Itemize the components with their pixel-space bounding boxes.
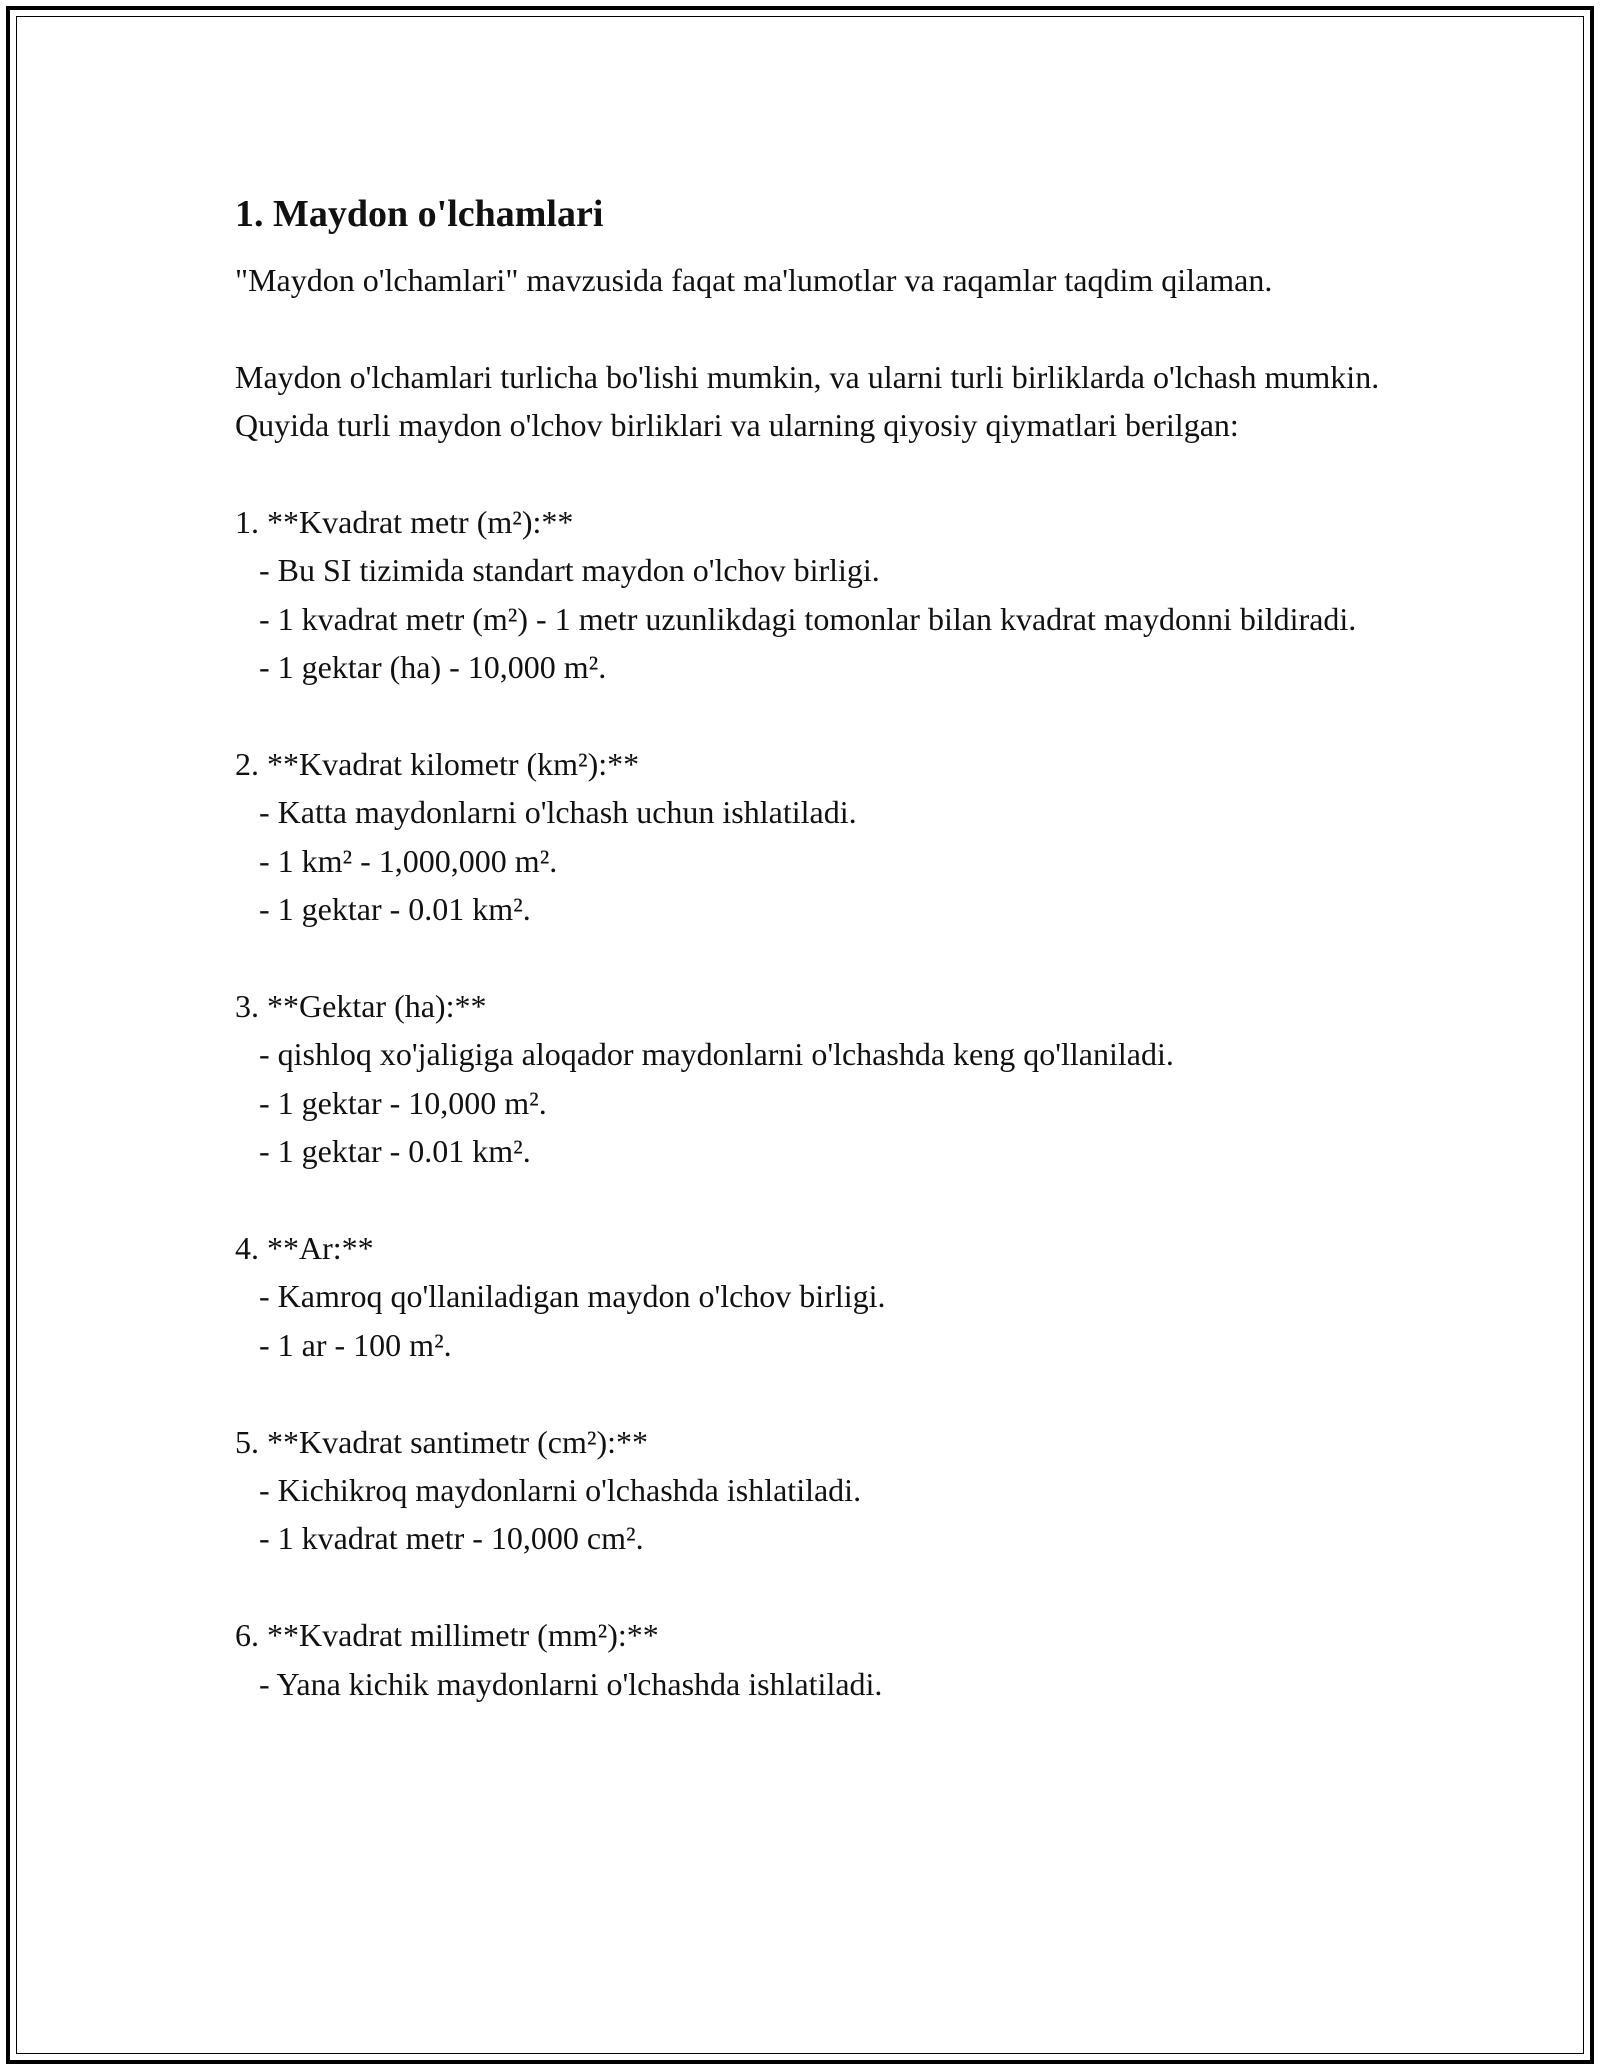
description-paragraph: Maydon o'lchamlari turlicha bo'lishi mumkin, va ularni turli birliklarda o'lchash mumkin. Quyida turli maydon o'lchov birliklari va ularning qiyosiy qiymatlari berilgan: (235, 358, 1388, 444)
section-gap (235, 1176, 1415, 1224)
section-item: - 1 gektar (ha) - 10,000 m². (235, 649, 607, 686)
section-heading: 4. **Ar:** (235, 1230, 374, 1267)
section-square-meter (235, 498, 1415, 692)
section-heading: 5. **Kvadrat santimetr (cm²):** (235, 1423, 649, 1460)
section-item: - 1 kvadrat metr (m²) - 1 metr uzunlikdagi tomonlar bilan kvadrat maydonni bildiradi. (235, 600, 1357, 637)
section-ar (235, 1224, 1415, 1369)
section-item: - 1 km² - 1,000,000 m². (235, 842, 558, 879)
section-item: - Kichikroq maydonlarni o'lchashda ishlatiladi. (235, 1472, 862, 1509)
section-gap (235, 934, 1415, 982)
section-item: - 1 ar - 100 m². (235, 1326, 452, 1363)
section-item: - Katta maydonlarni o'lchash uchun ishlatiladi. (235, 794, 857, 831)
section-item: - 1 gektar - 0.01 km². (235, 891, 531, 928)
section-heading: 3. **Gektar (ha):** (235, 988, 487, 1025)
section-item: - 1 kvadrat metr - 10,000 cm². (235, 1520, 644, 1557)
paragraph-gap (235, 304, 1415, 352)
section-gap (235, 1563, 1415, 1611)
intro-paragraph: "Maydon o'lchamlari" mavzusida faqat ma'lumotlar va raqamlar taqdim qilaman. (235, 262, 1273, 298)
section-gap (235, 1369, 1415, 1417)
section-item: - Kamroq qo'llaniladigan maydon o'lchov birligi. (235, 1278, 886, 1315)
section-square-millimeter (235, 1611, 1415, 1708)
section-heading: 2. **Kvadrat kilometr (km²):** (235, 746, 640, 783)
section-heading: 6. **Kvadrat millimetr (mm²):** (235, 1617, 659, 1654)
section-item: - 1 gektar - 10,000 m². (235, 1084, 547, 1121)
section-heading: 1. **Kvadrat metr (m²):** (235, 504, 574, 540)
section-square-kilometer (235, 740, 1415, 934)
document-body (235, 186, 1415, 1708)
section-gap (235, 692, 1415, 740)
document-title: 1. Maydon o'lchamlari (235, 193, 604, 235)
section-item: - qishloq xo'jaligiga aloqador maydonlarni o'lchashda keng qo'llaniladi. (235, 1036, 1174, 1073)
section-gap (235, 450, 1415, 498)
section-square-centimeter (235, 1418, 1415, 1563)
section-hectare (235, 982, 1415, 1176)
section-item: - 1 gektar - 0.01 km². (235, 1133, 531, 1170)
section-item: - Bu SI tizimida standart maydon o'lchov birligi. (235, 552, 880, 589)
section-item: - Yana kichik maydonlarni o'lchashda ishlatiladi. (235, 1665, 883, 1702)
